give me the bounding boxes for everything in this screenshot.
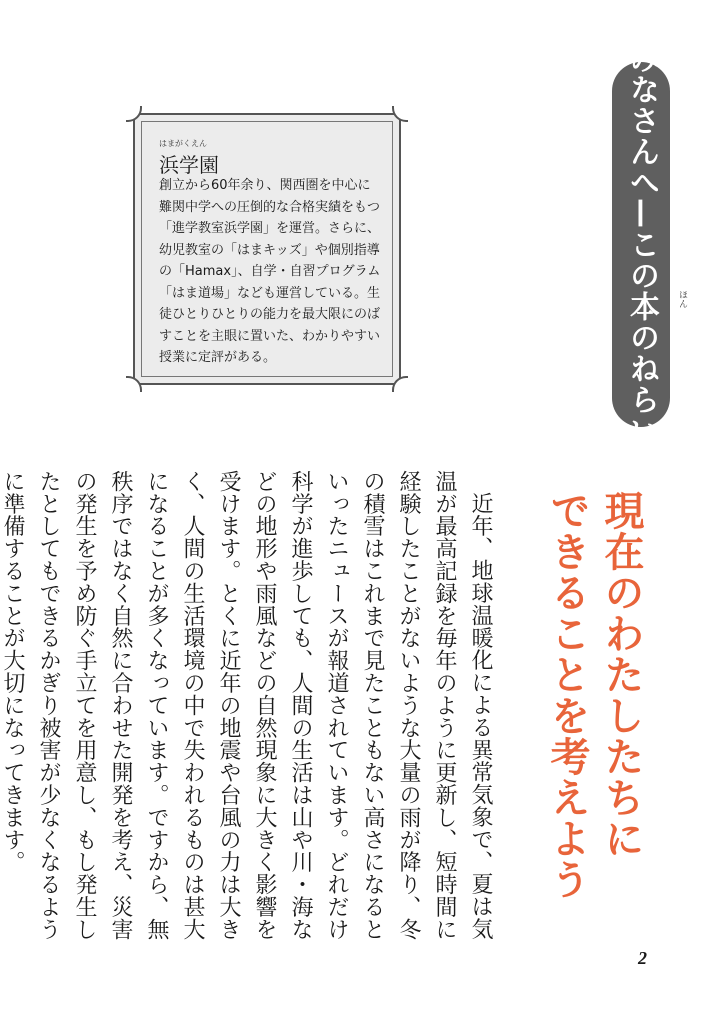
info-line: 「進学教室浜学園」を運営。さらに、 (159, 221, 381, 236)
info-name-ruby: はまがくえん (159, 139, 207, 148)
info-description (159, 175, 381, 369)
corner-ornament (126, 376, 142, 392)
corner-ornament (392, 106, 408, 122)
corner-ornament (126, 106, 142, 122)
info-line: すことを主眼に置いた、わかりやすい (159, 328, 381, 344)
info-name: 浜学園 (159, 153, 219, 177)
heading-line: 現在のわたしたちに (598, 490, 644, 859)
title-ruby: ほん (677, 290, 687, 308)
info-line: 「はま道場」なども運営している。生 (159, 285, 381, 301)
author-info-box (133, 113, 401, 385)
page-title: みなさんへ—この本のねらい (624, 43, 659, 446)
body-text (0, 470, 498, 950)
info-line: の「Hamax」、自学・自習プログラム (159, 264, 381, 279)
body-paragraph: 近年、地球温暖化による異常気象で、夏は気温が最高記録を毎年のように更新し、短時間に経験したことがないような大量の雨が降り、冬の積雪はこれまで見たこともない高さになるといったニュースが報道されています。どれだけ科学が進歩しても、人間の生活は山や川・海などの地形や雨風などの自然現象に大きく影響を受けます。とくに近年の地震や台風の力は大きく、人間の生活環境の中で失われるものは甚大になることが多くなっています。ですから、無秩序ではなく自然に合わせた開発を考え、災害の発生を予め防ぐ手立てを用意し、もし発生したとしてもできるかぎり被害が少なくなるように準備することが大切になってきます。 (0, 470, 493, 941)
heading-line: できることを考えよう (544, 490, 590, 900)
section-heading (540, 490, 648, 910)
info-line: 徒ひとりひとりの能力を最大限にのば (159, 307, 381, 322)
info-line: 難関中学への圧倒的な合格実績をもつ (159, 199, 381, 215)
info-line: 幼児教室の「はまキッズ」や個別指導 (159, 242, 380, 258)
corner-ornament (392, 376, 408, 392)
page-number: 2 (638, 948, 647, 968)
page-title-bar (612, 43, 670, 446)
info-line: 授業に定評がある。 (159, 350, 277, 365)
info-line: 創立から60年余り、関西圏を中心に (159, 178, 371, 193)
